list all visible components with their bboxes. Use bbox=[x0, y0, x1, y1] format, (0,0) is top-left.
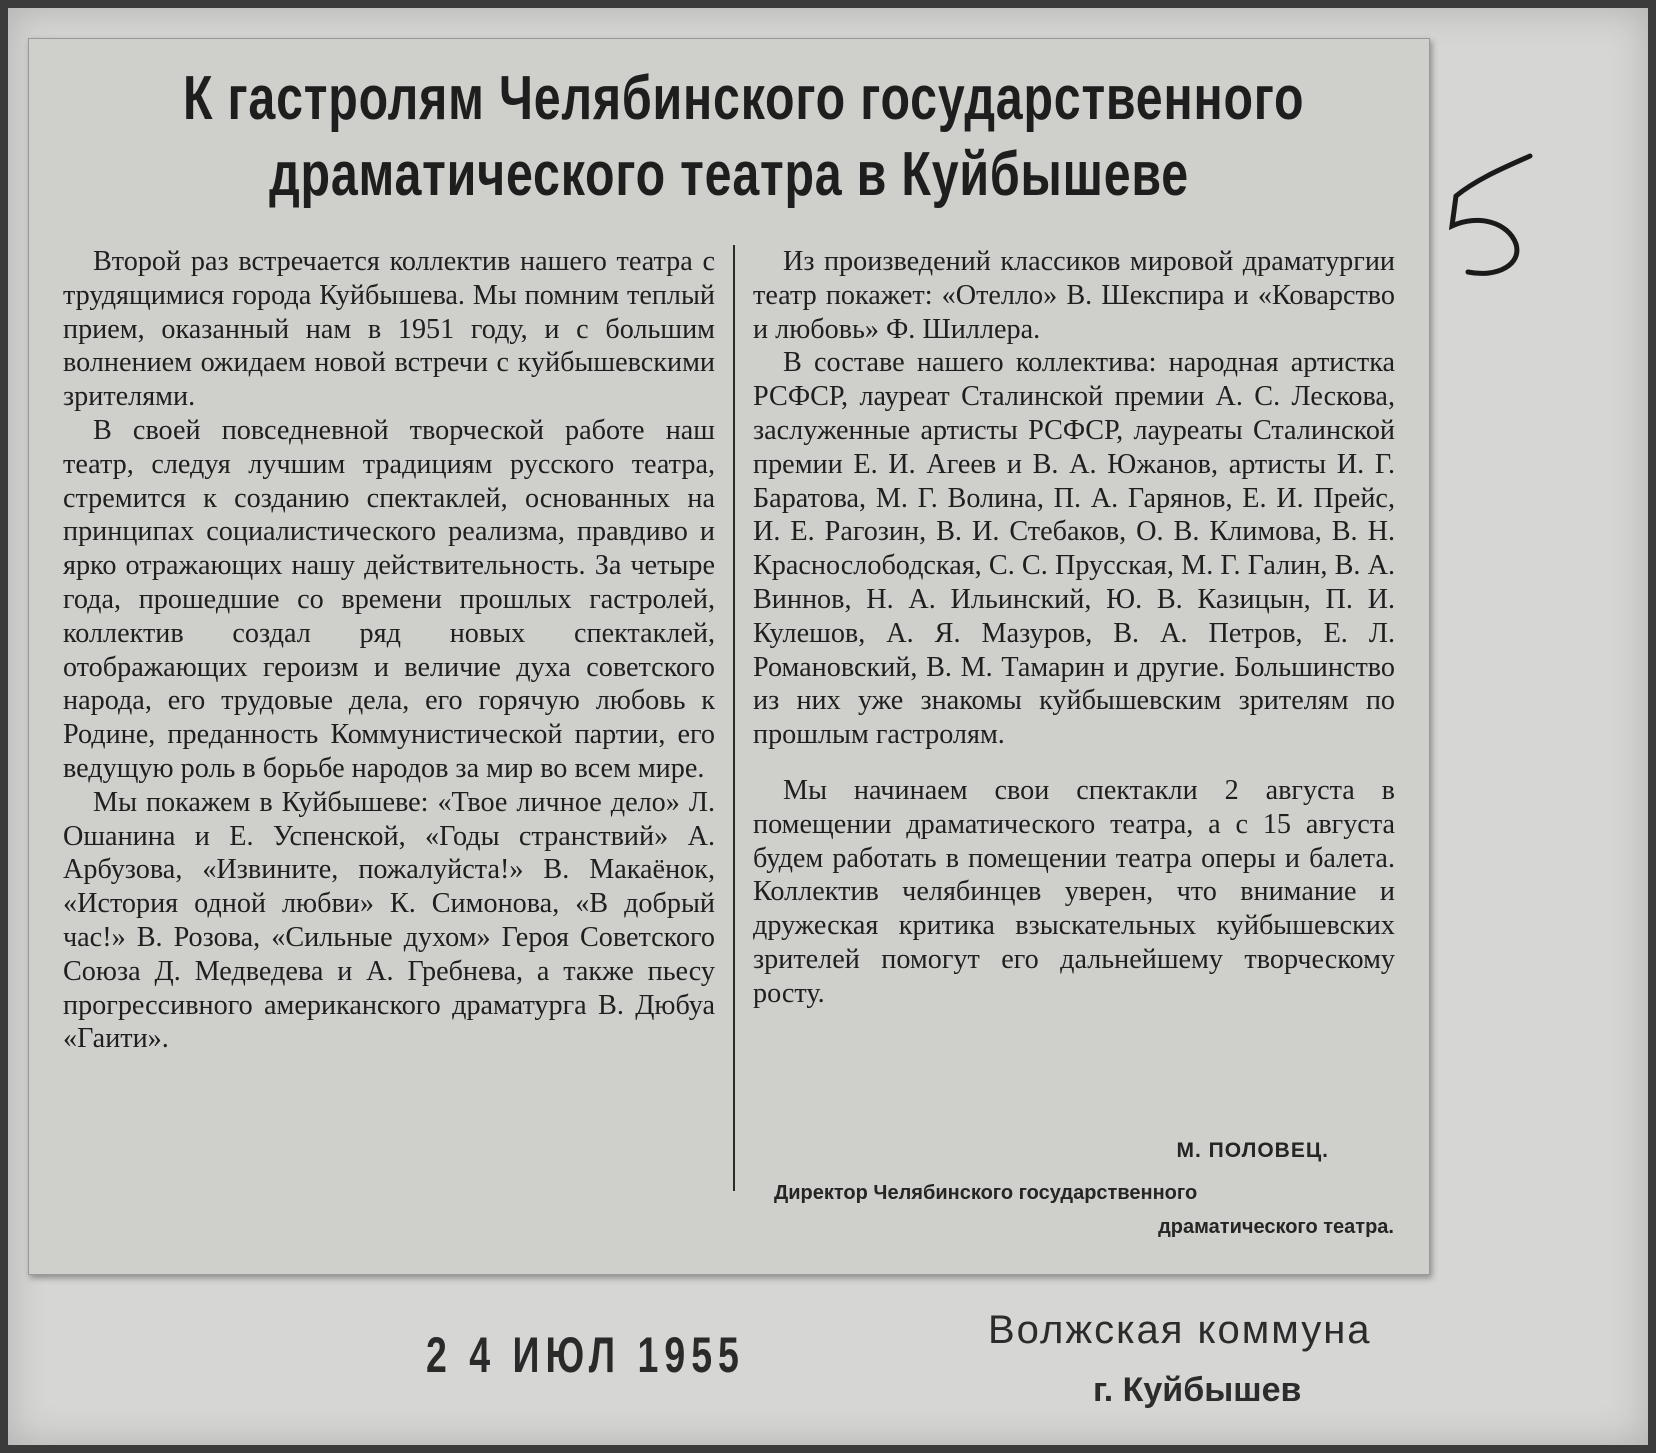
right-paragraph-2: В составе нашего коллектива: народная артистка РСФСР, лауреат Сталинской премии А. С. Лескова, заслуженные артисты РСФСР, лауреаты Сталинской премии Е. И. Агеев и В. А. Южанов, артисты И. Г. Баратова, М. Г. Волина, П. А. Гарянов, Е. И. Прейс, И. Е. Рагозин, В. И. Стебаков, О. В. Климова, В. Н. Краснослободская, С. С. Прусская, М. Г. Галин, В. А. Виннов, Н. А. Ильинский, Ю. В. Казицын, П. И. Кулешов, А. Я. Мазуров, В. А. Петров, Е. Л. Романовский, В. М. Тамарин и другие. Большинство из них уже знакомы куйбышевским зрителям по прошлым гастролям. bbox=[753, 347, 1395, 751]
left-paragraph-2: В своей повседневной творческой работе наш театр, следуя лучшим традициям русского театра, стремится к созданию спектаклей, основанных на принципах социалистического реализма, правдиво и ярко отражающих нашу действительность. За четыре года, прошедшие со времени прошлых гастролей, коллектив создал ряд новых спектаклей, отображающих героизм и величие духа советского народа, его трудовые дела, его горячую любовь к Родине, преданность Коммунистической партии, его ведущую роль в борьбе народов за мир во всем мире. bbox=[63, 414, 715, 784]
left-paragraph-3: Мы покажем в Куйбышеве: «Твое личное дело» Л. Ошанина и Е. Успенской, «Годы странствий» А. Арбузова, «Извините, пожалуйста!» В. Макаёнок, «История одной любви» К. Симонова, «В добрый час!» В. Розова, «Сильные духом» Героя Советского Союза Д. Медведева и А. Гребнева, а также пьесу прогрессивного американского драматурга В. Дюбуа «Гаити». bbox=[63, 786, 715, 1055]
author-position bbox=[774, 1176, 1394, 1244]
position-line-1: Директор Челябинского государственного bbox=[774, 1182, 1198, 1204]
author-signature: М. ПОЛОВЕЦ. bbox=[1176, 1139, 1329, 1162]
position-line-2: драматического театра. bbox=[1158, 1216, 1394, 1238]
left-paragraph-1: Второй раз встречается коллектив нашего театра с трудящимися города Куйбышева. Мы помним теплый прием, оказанный нам в 1951 году, и с большим волнением ожидаем новой встречи с куйбышевскими зрителями. bbox=[63, 246, 715, 413]
headline-line-2: драматического театра в Куйбышеве bbox=[269, 140, 1189, 209]
newspaper-clipping bbox=[28, 38, 1430, 1275]
article-headline bbox=[183, 61, 1305, 213]
headline-line-1: К гастролям Челябинского государственного bbox=[183, 64, 1305, 133]
left-column bbox=[63, 245, 715, 1056]
right-paragraph-3: Мы начинаем свои спектакли 2 августа в помещении драматического театра, а с 15 августа будем работать в помещении театра оперы и балета. Коллектив челябинцев уверен, что внимание и дружеская критика взыскательных куйбышевских зрителей помогут его дальнейшему творческому росту. bbox=[753, 774, 1395, 1009]
handwritten-number-5 bbox=[1438, 148, 1548, 288]
right-column bbox=[753, 245, 1395, 1011]
right-paragraph-1: Из произведений классиков мировой драматургии театр покажет: «Отелло» В. Шекспира и «Коварство и любовь» Ф. Шиллера. bbox=[753, 246, 1395, 345]
newspaper-stamp: Волжская коммуна bbox=[988, 1308, 1372, 1352]
column-divider bbox=[733, 245, 735, 1191]
date-stamp: 2 4 ИЮЛ 1955 bbox=[426, 1327, 745, 1383]
city-stamp: г. Куйбышев bbox=[1093, 1371, 1302, 1409]
archive-sheet bbox=[8, 8, 1648, 1445]
